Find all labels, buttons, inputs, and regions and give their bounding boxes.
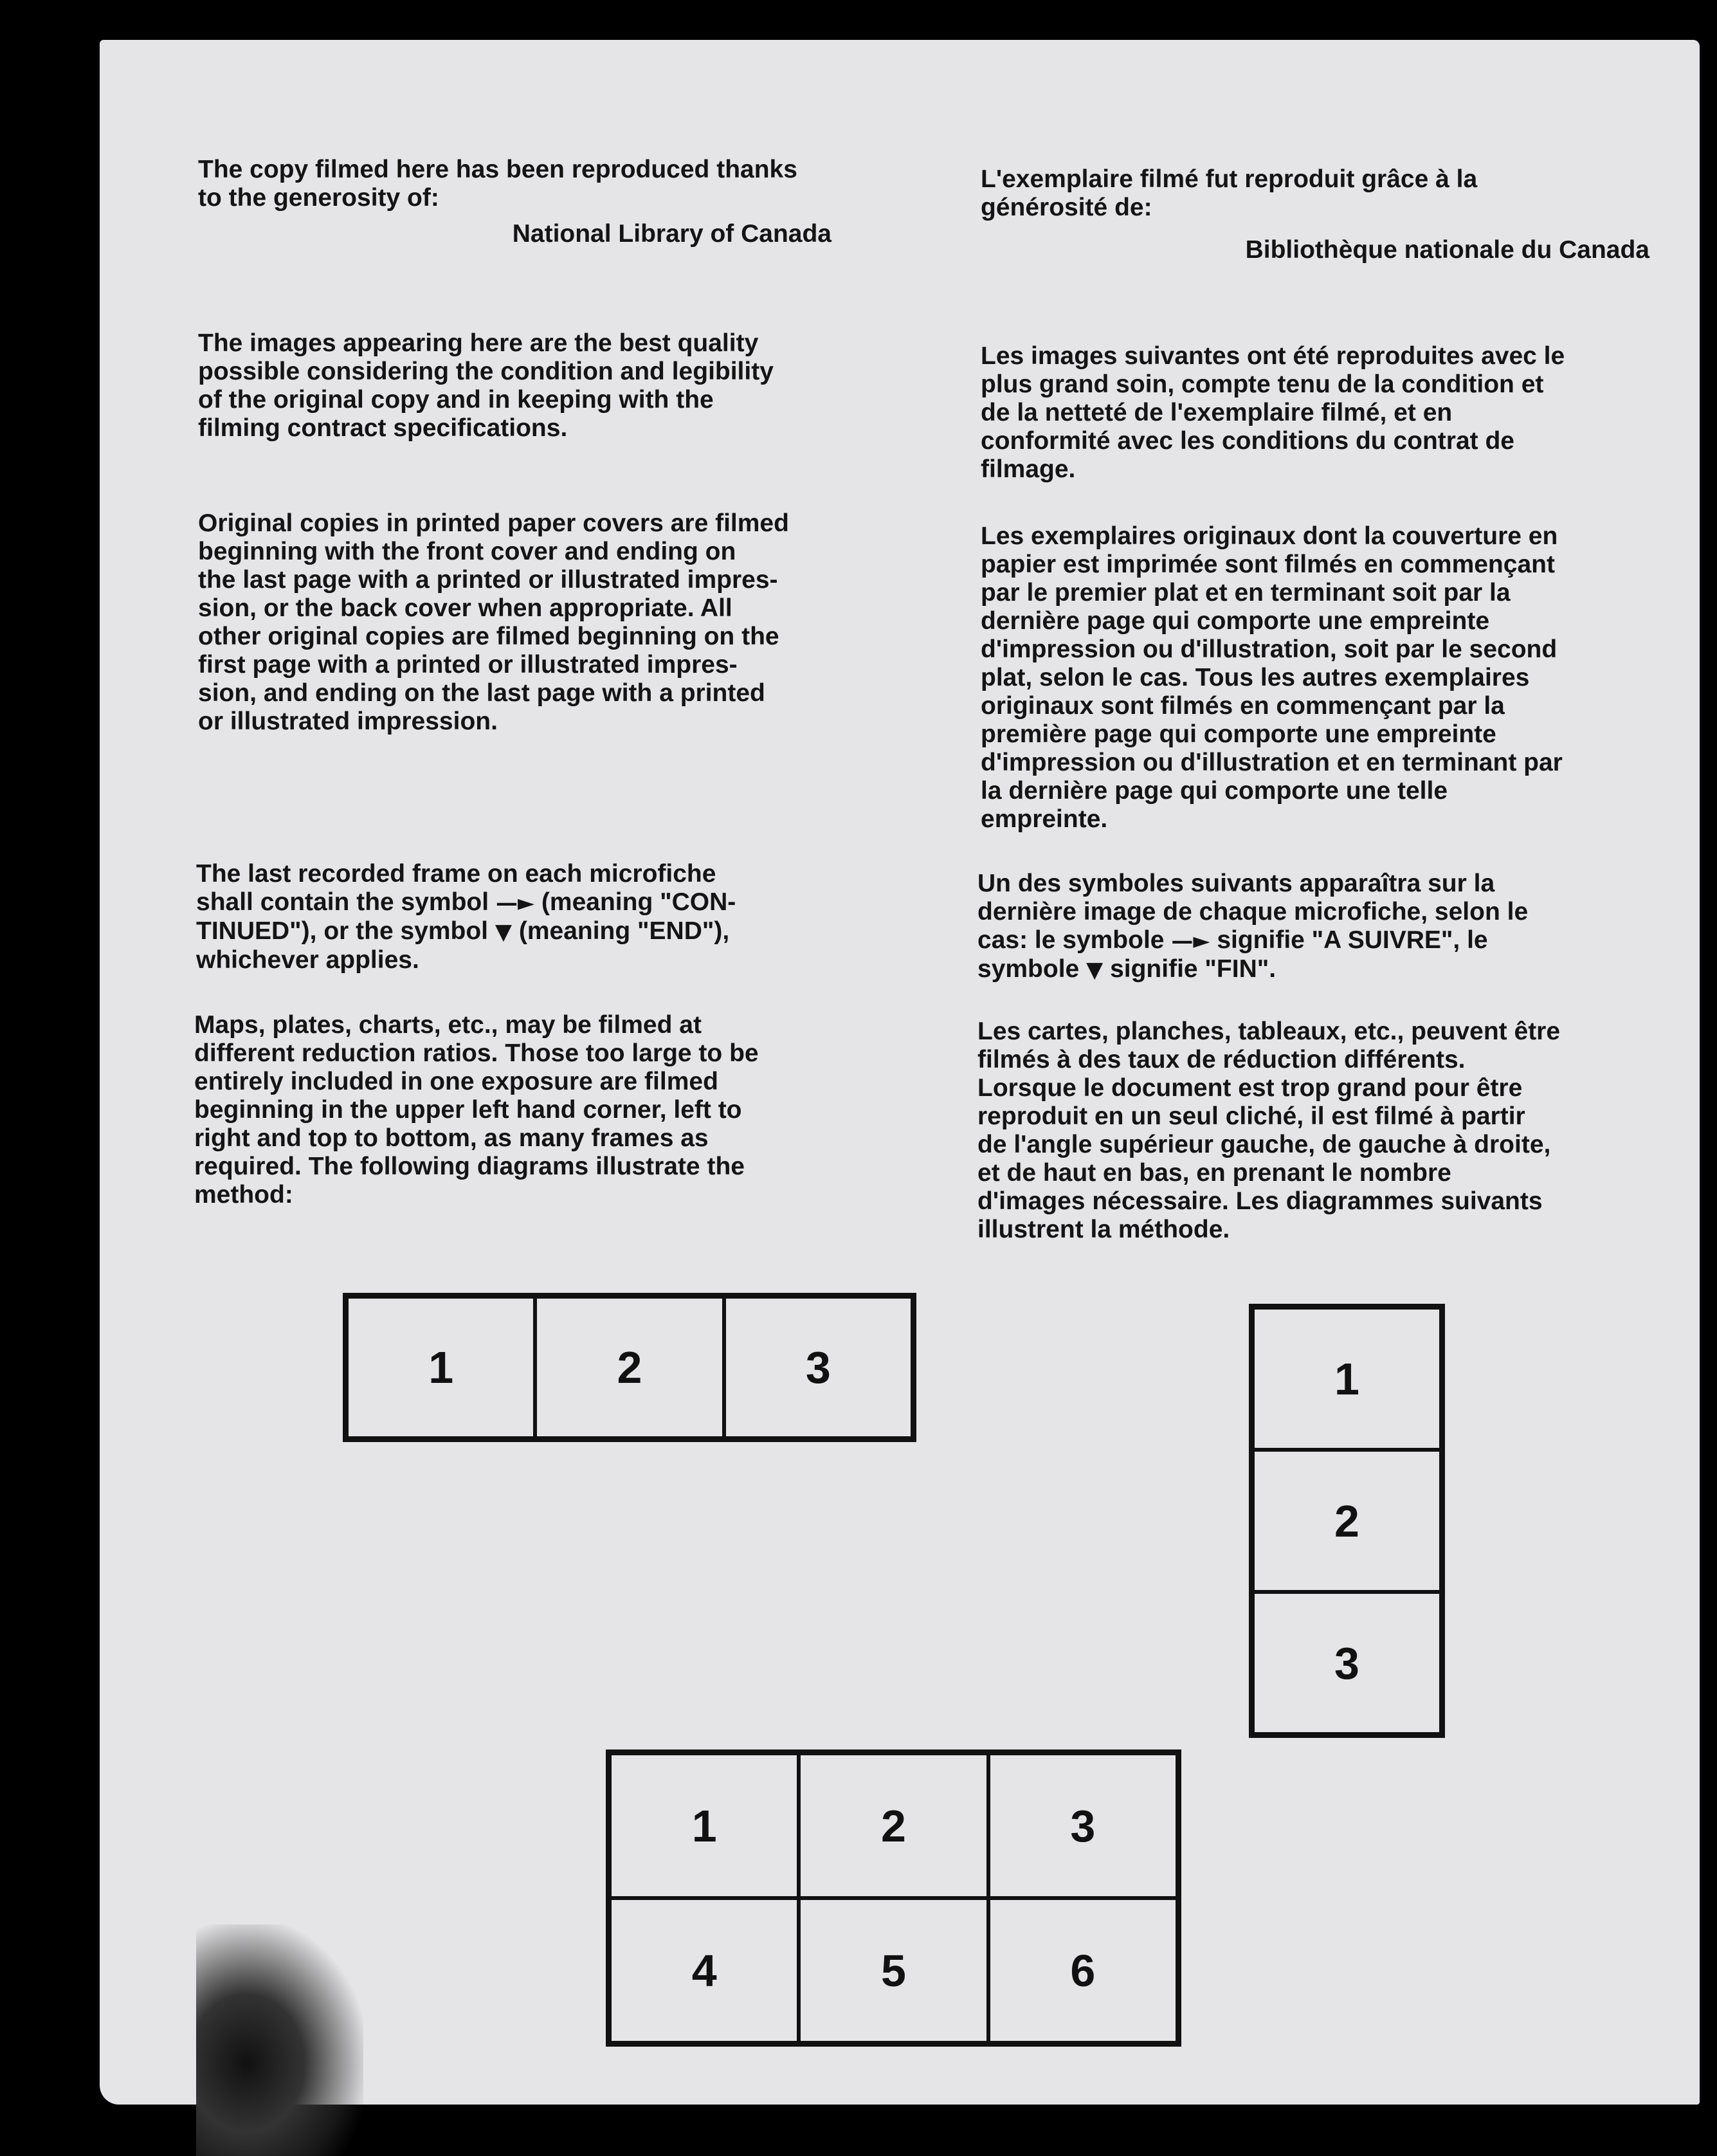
french-symbols-text-1: Un des symboles suivants apparaîtra sur la dernière image de chaque microfiche, selon le cas: le symbole — [977, 870, 1529, 954]
diagram-frame-cell: 2 — [799, 1753, 988, 1898]
diagram-frame-cell: 3 — [1253, 1592, 1441, 1734]
filmed-page — [100, 40, 1700, 2105]
diagram-frame-cell: 1 — [1253, 1308, 1441, 1450]
diagram-frame-cell: 6 — [988, 1898, 1177, 2043]
end-triangle-icon: ▼ — [495, 919, 513, 945]
diagram-frame-cell: 2 — [535, 1297, 723, 1438]
diagram-frame-cell: 3 — [988, 1753, 1177, 1898]
vertical-frame-diagram — [1249, 1304, 1445, 1738]
french-credit-intro: L'exemplaire filmé fut reproduit grâce à la générosité de: — [981, 165, 1478, 221]
diagram-frame-cell: 5 — [799, 1898, 988, 2043]
french-originals-paragraph: Les exemplaires originaux dont la couverture en papier est imprimée sont filmés en commençant par le premier plat et en terminant soit par la dernière page qui comporte une empreinte d'impression ou d'illustration, soit par le second plat, selon le cas. Tous les autres exemplaires originaux sont filmés en commençant par la première page qui comporte une empreinte d'impression ou d'illustration et en terminant par la dernière page qui comporte une telle empreinte. — [981, 522, 1563, 833]
end-triangle-icon: ▼ — [1086, 957, 1104, 983]
french-credit — [981, 165, 1656, 264]
english-credit-intro: The copy filmed here has been reproduced thanks to the generosity of: — [198, 156, 797, 212]
english-maps-paragraph: Maps, plates, charts, etc., may be filmed at different reduction ratios. Those too large to be entirely included in one exposure are filmed beginning in the upper left hand corner, left to right and top to bottom, as many frames as required. The following diagrams illustrate the method: — [194, 1011, 759, 1209]
continue-arrow-icon: —► — [1171, 928, 1210, 954]
french-symbols-text-3: signifie "FIN". — [1103, 955, 1276, 983]
english-library-name: National Library of Canada — [512, 220, 831, 248]
english-symbols-text-3: (meaning "END"), whichever applies. — [196, 917, 730, 974]
english-quality-paragraph: The images appearing here are the best quality possible considering the condition and legibility of the original copy and in keeping with the filming contract specifications. — [198, 329, 774, 442]
diagram-frame-cell: 1 — [347, 1297, 535, 1438]
english-symbols-text-2: (meaning "CON- TINUED"), or the symbol — [196, 888, 736, 945]
english-symbols-text-1: The last recorded frame on each microfiche shall contain the symbol — [196, 860, 716, 916]
continue-arrow-icon: —► — [495, 890, 535, 916]
french-quality-paragraph: Les images suivantes ont été reproduites avec le plus grand soin, compte tenu de la condition et de la netteté de l'exemplaire filmé, et en conformité avec les conditions du contrat de filmage. — [981, 342, 1565, 483]
diagram-frame-cell: 1 — [610, 1753, 799, 1898]
french-maps-paragraph: Les cartes, planches, tableaux, etc., peuvent être filmés à des taux de réduction différents. Lorsque le document est trop grand pour être reproduit en un seul cliché, il est filmé à partir de l'angle supérieur gauche, de gauche à droite, et de haut en bas, en prenant le nombre d'images nécessaire. Les diagrammes suivants illustrent la méthode. — [977, 1018, 1561, 1243]
diagram-frame-cell: 3 — [724, 1297, 913, 1438]
french-symbols-paragraph — [977, 870, 1659, 984]
diagram-frame-cell: 4 — [610, 1898, 799, 2043]
diagram-frame-cell: 2 — [1253, 1450, 1441, 1592]
horizontal-frame-diagram — [343, 1293, 916, 1442]
french-library-name: Bibliothèque nationale du Canada — [1245, 236, 1649, 264]
grid-frame-diagram — [606, 1749, 1181, 2047]
english-originals-paragraph: Original copies in printed paper covers are filmed beginning with the front cover and ending on the last page with a printed or illustrated impres- sion, or the back cover when appropriate. All other original copies are filmed beginning on the first page with a printed or illustrated impres- sion, and ending on the last page with a printed or illustrated impression. — [198, 509, 789, 735]
french-symbols-text-2: signifie "A SUIVRE", le symbole — [977, 926, 1488, 983]
